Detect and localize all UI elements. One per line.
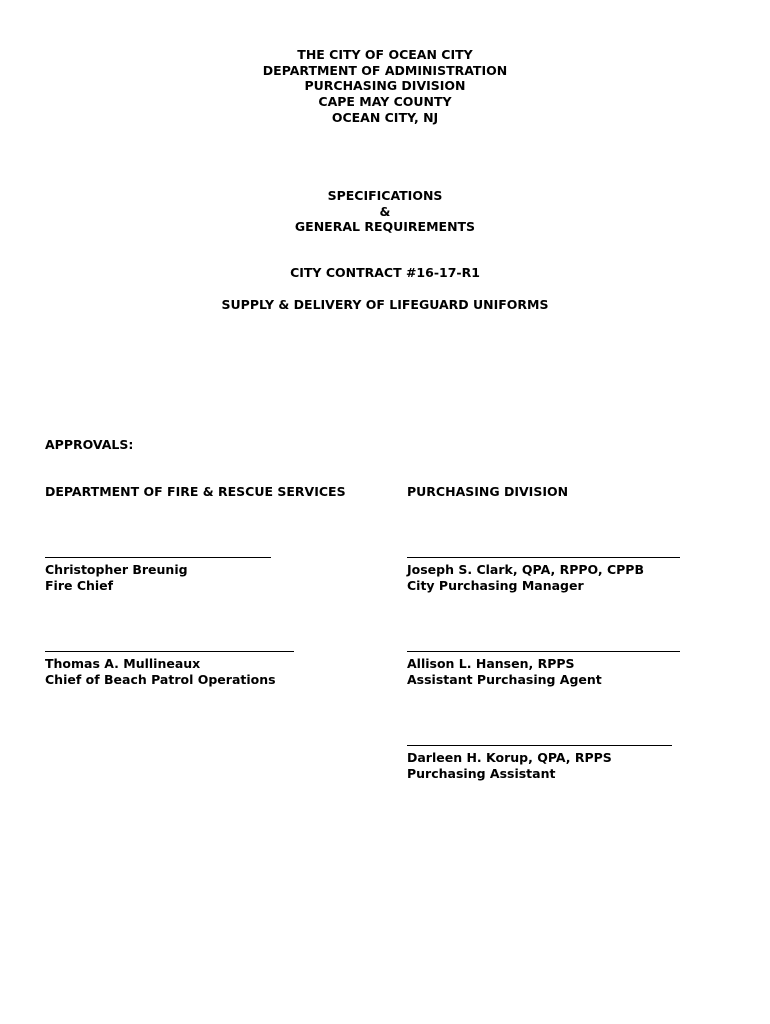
signatory-name: Thomas A. Mullineaux	[45, 656, 201, 671]
signature-line	[407, 557, 680, 558]
signatory-title: City Purchasing Manager	[407, 578, 584, 593]
specifications-ampersand: &	[379, 203, 391, 219]
specifications-title: SPECIFICATIONS	[327, 188, 443, 203]
signatory-title: Fire Chief	[45, 578, 114, 593]
signature-line	[407, 651, 680, 652]
header-department: DEPARTMENT OF ADMINISTRATION	[262, 62, 508, 78]
signature-line	[407, 745, 672, 746]
approvals-heading: APPROVALS:	[45, 437, 134, 452]
contract-number: CITY CONTRACT #16-17-R1	[290, 265, 480, 280]
header-division: PURCHASING DIVISION	[304, 78, 466, 94]
signatory-title: Chief of Beach Patrol Operations	[45, 672, 276, 687]
signature-line	[45, 651, 294, 652]
signatory-title: Assistant Purchasing Agent	[407, 672, 602, 687]
right-department-heading: PURCHASING DIVISION	[407, 484, 569, 499]
signatory-name: Darleen H. Korup, QPA, RPPS	[407, 750, 612, 765]
signatory-title: Purchasing Assistant	[407, 766, 556, 781]
signature-line	[45, 557, 271, 558]
header-location: OCEAN CITY, NJ	[331, 109, 439, 125]
left-department-heading: DEPARTMENT OF FIRE & RESCUE SERVICES	[45, 484, 346, 499]
header-county: CAPE MAY COUNTY	[318, 94, 452, 110]
signatory-name: Allison L. Hansen, RPPS	[407, 656, 575, 671]
header-city-name: THE CITY OF OCEAN CITY	[297, 47, 473, 62]
specifications-heading	[0, 188, 770, 235]
signatory-name: Christopher Breunig	[45, 562, 188, 577]
general-requirements-title: GENERAL REQUIREMENTS	[294, 219, 476, 235]
contract-title: SUPPLY & DELIVERY OF LIFEGUARD UNIFORMS	[221, 297, 549, 312]
signatory-name: Joseph S. Clark, QPA, RPPO, CPPB	[407, 562, 644, 577]
document-header	[0, 47, 770, 125]
